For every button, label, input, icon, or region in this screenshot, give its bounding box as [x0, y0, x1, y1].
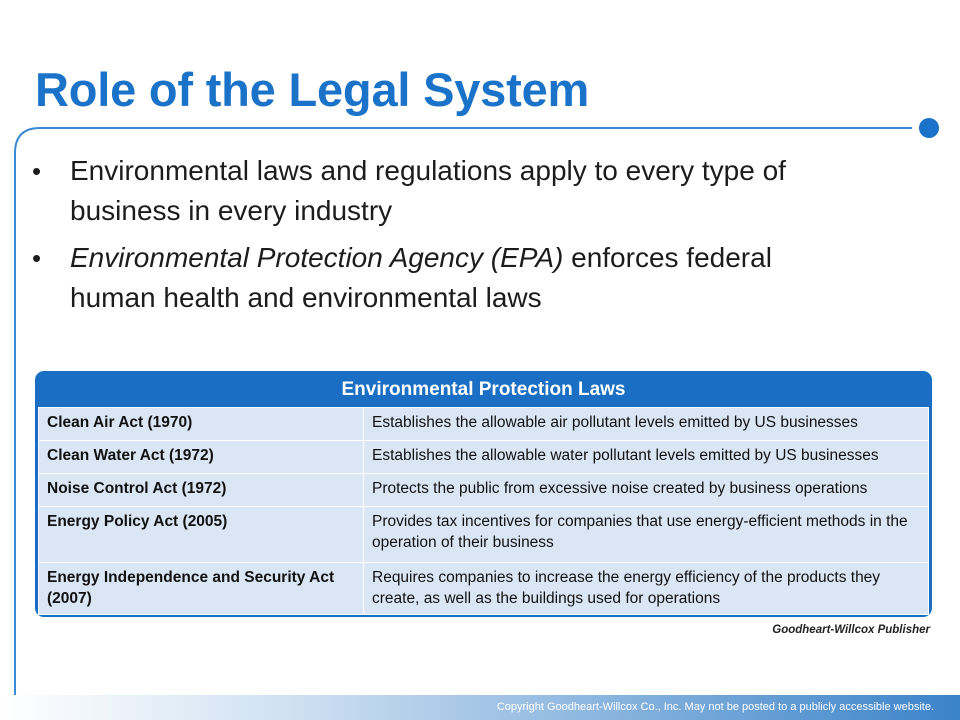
table-row — [39, 441, 929, 474]
act-description: Provides tax incentives for companies that use energy-efficient methods in the operation of their business — [364, 507, 929, 563]
copyright-text: Copyright Goodheart-Willcox Co., Inc. May not be posted to a publicly accessible website. — [496, 701, 934, 713]
laws-grid — [38, 407, 929, 615]
bullet-list — [32, 151, 862, 325]
table-row — [39, 563, 929, 615]
bullet-marker: • — [32, 243, 42, 273]
act-description: Requires companies to increase the energy efficiency of the products they create, as well as the buildings used for operations — [364, 563, 929, 615]
table-title: Environmental Protection Laws — [341, 379, 626, 400]
bullet-text: enforces federal human health and environmental laws — [70, 242, 772, 313]
laws-table — [35, 371, 932, 617]
page-title: Role of the Legal System — [35, 63, 590, 116]
act-name: Energy Policy Act (2005) — [39, 507, 364, 563]
act-name: Energy Independence and Security Act (2007) — [39, 563, 364, 615]
bullet-item — [32, 238, 862, 318]
table-row — [39, 507, 929, 563]
act-description: Establishes the allowable air pollutant levels emitted by US businesses — [364, 408, 929, 441]
act-description: Protects the public from excessive noise created by business operations — [364, 474, 929, 507]
table-row — [39, 408, 929, 441]
footer-bar — [0, 695, 960, 720]
publisher-credit: Goodheart-Willcox Publisher — [772, 624, 930, 636]
bullet-marker: • — [32, 156, 42, 186]
act-name: Clean Air Act (1970) — [39, 408, 364, 441]
act-description: Establishes the allowable water pollutant levels emitted by US businesses — [364, 441, 929, 474]
bullet-item — [32, 151, 862, 231]
bullet-emphasis: Environmental Protection Agency (EPA) — [70, 242, 564, 273]
bullet-text: Environmental laws and regulations apply to every type of business in every industry — [70, 155, 786, 226]
act-name: Noise Control Act (1972) — [39, 474, 364, 507]
frame-dot — [919, 118, 939, 138]
table-row — [39, 474, 929, 507]
act-name: Clean Water Act (1972) — [39, 441, 364, 474]
